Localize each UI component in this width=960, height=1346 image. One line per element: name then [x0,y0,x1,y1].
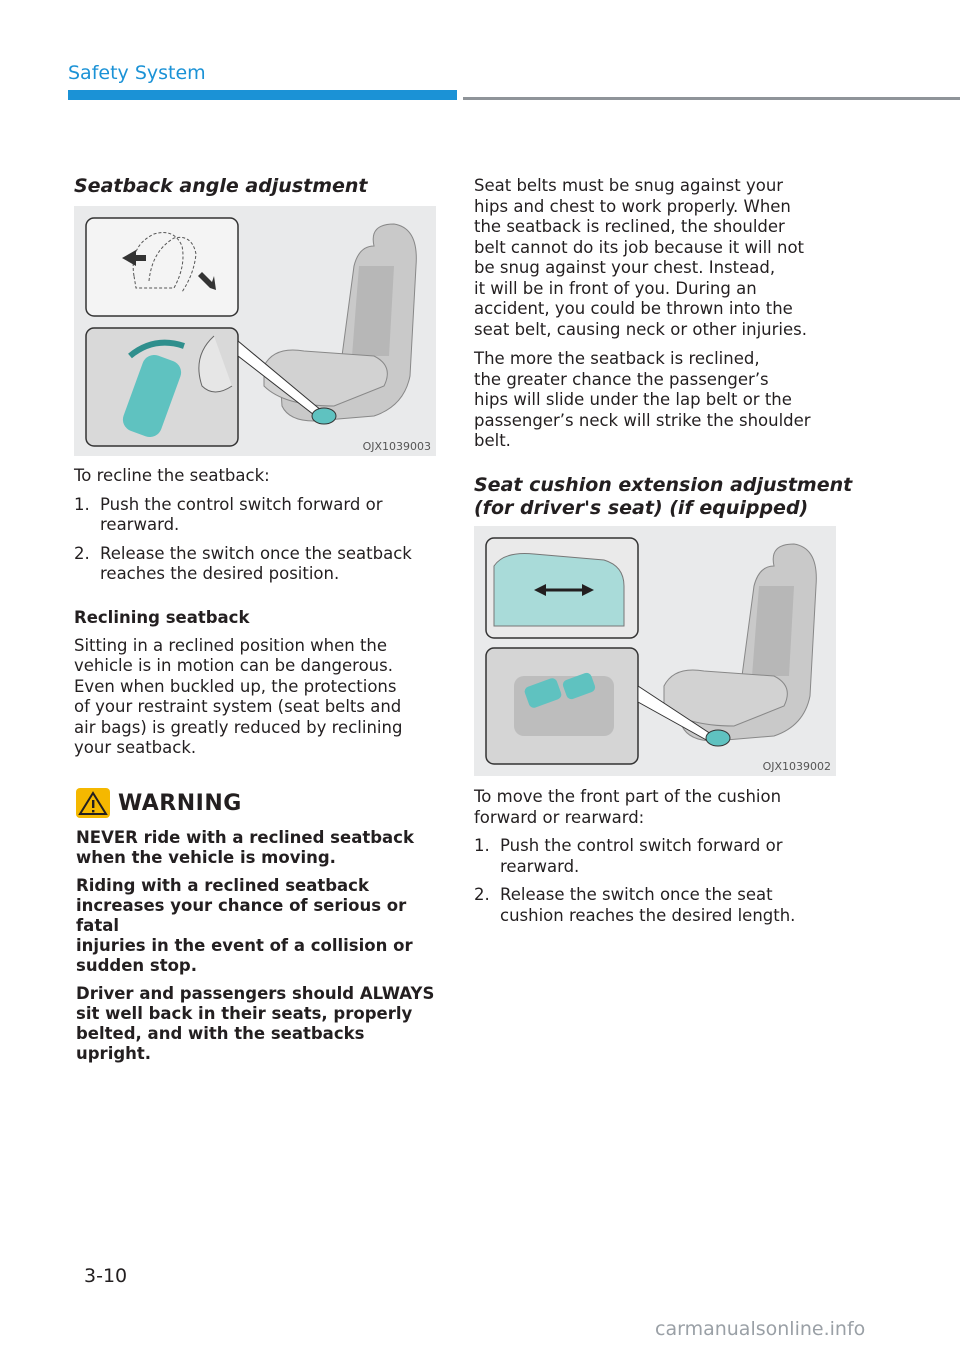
text-line: injuries in the event of a collision or [76,936,413,955]
step-text: rearward. [100,515,180,534]
page-number: 3-10 [84,1265,128,1287]
step-text: rearward. [500,856,580,876]
text-line: NEVER ride with a reclined seatback [76,828,414,847]
text-line: Even when buckled up, the protections [74,676,397,696]
warning-paragraph [76,984,438,1064]
text-line: the seatback is reclined, the shoulder [474,217,785,236]
text-line: when the vehicle is moving. [76,848,336,867]
step-text: Push the control switch forward or [500,836,783,855]
cushion-illustration [474,526,836,776]
text-line: it will be in front of you. During an [474,278,757,298]
text-line: passenger’s neck will strike the shoulder [474,410,811,430]
intro-text: To recline the seatback: [74,466,270,485]
step-text: Push the control switch forward or [100,494,383,514]
text-line: belted, and with the seatbacks upright. [76,1024,365,1063]
text-line: vehicle is in motion can be dangerous. [74,656,393,675]
text-line: increases your chance of serious or fatal [76,896,407,935]
warning-header [76,788,438,818]
text-line: hips and chest to work properly. When [474,196,791,216]
warning-box [76,788,438,1064]
step-text: reaches the desired position. [100,564,340,583]
heading-line: (for driver's seat) (if equipped) [474,497,809,519]
heading-seatback-angle: Seatback angle adjustment [74,175,368,197]
intro-text [474,787,836,828]
warning-triangle-icon [76,788,110,818]
header-accent-bar [68,90,457,100]
recline-instructions [74,466,436,585]
text-line: seat belt, causing neck or other injuries. [474,319,807,339]
seatback-illustration [74,206,436,456]
text-line: of your restraint system (seat belts and [74,697,402,716]
heading-line: Seat cushion extension adjustment [474,474,853,496]
step-item [474,836,836,877]
step-number: 1. [74,494,90,514]
text-line: your seatback. [74,738,197,757]
step-text: Release the switch once the seatback [100,543,412,563]
text-line: hips will slide under the lap belt or the [474,390,792,409]
text-line: The more the seatback is reclined, [474,349,760,368]
text-line: To move the front part of the cushion [474,787,782,806]
figure-seatback-angle [74,206,436,456]
text-line: be snug against your chest. Instead, [474,258,776,277]
text-line: Riding with a reclined seatback [76,876,369,895]
subheading-reclining: Reclining seatback [74,608,250,627]
step-item [74,544,436,585]
step-item [74,495,436,536]
text-line: forward or rearward: [474,807,645,827]
step-number: 2. [74,543,90,563]
recline-risk-paragraph [474,349,836,452]
text-line: belt cannot do its job because it will not [474,237,805,257]
text-line: sudden stop. [76,956,197,975]
figure-cushion-extension [474,526,836,776]
text-line: accident, you could be thrown into the [474,299,793,318]
reclining-section [74,608,436,759]
seatbelt-paragraph [474,176,836,340]
reclining-paragraph [74,636,436,759]
text-line: Seat belts must be snug against your [474,176,784,195]
warning-paragraph [76,876,438,976]
step-item [474,885,836,926]
watermark-text: carmanualsonline.info [655,1318,866,1340]
text-line: sit well back in their seats, properly [76,1004,413,1023]
text-line: Driver and passengers should ALWAYS [76,984,435,1003]
text-line: Sitting in a reclined position when the [74,635,388,655]
step-text: cushion reaches the desired length. [500,905,796,925]
figure-code: OJX1039002 [762,760,831,773]
text-line: belt. [474,431,511,450]
text-line: air bags) is greatly reduced by reclining [74,717,403,737]
cushion-instructions [474,787,836,926]
figure-code: OJX1039003 [362,440,431,453]
warning-label: WARNING [118,790,242,816]
heading-cushion-extension [474,474,852,520]
header-rule [463,97,960,100]
warning-paragraph [76,828,438,868]
step-text: Release the switch once the seat [500,885,773,904]
text-line: the greater chance the passenger’s [474,369,769,389]
step-number: 2. [474,885,490,904]
section-title: Safety System [68,62,206,84]
step-number: 1. [474,836,490,855]
